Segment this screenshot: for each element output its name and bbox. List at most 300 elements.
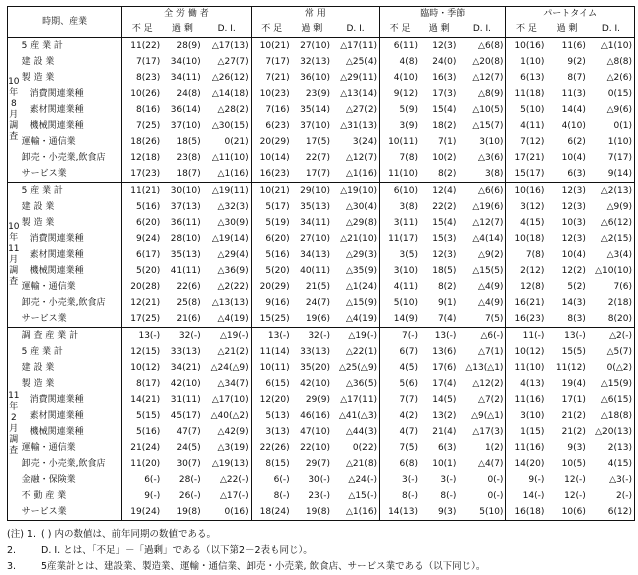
di-value: △13(14) bbox=[340, 89, 378, 99]
shortage-value: 16(23) bbox=[251, 166, 291, 183]
di-value: △27(7) bbox=[217, 57, 249, 67]
surplus-value: 36(14) bbox=[170, 105, 201, 115]
surplus-value: 40(11) bbox=[300, 266, 331, 276]
table-row bbox=[8, 504, 635, 521]
di-value: 0(22) bbox=[352, 443, 378, 453]
shortage-value: 4(11) bbox=[380, 279, 420, 295]
di-value: △6(6) bbox=[458, 183, 506, 200]
sub-di: D. I. bbox=[601, 24, 620, 34]
shortage-value: 5(13) bbox=[251, 408, 291, 424]
surplus-value: 24(0) bbox=[432, 57, 457, 67]
di-value: △19(11) bbox=[203, 183, 252, 200]
surplus-value: 21(5) bbox=[305, 282, 331, 292]
industry-label: 不 動 産 業 bbox=[21, 491, 67, 501]
di-value: △14(18) bbox=[211, 89, 249, 99]
di-value: △5(7) bbox=[606, 347, 632, 357]
di-value: △2(15) bbox=[600, 234, 632, 244]
surplus-value: 33(13) bbox=[170, 347, 201, 357]
surplus-value: 10(2) bbox=[432, 153, 457, 163]
di-value: 3(10) bbox=[479, 137, 504, 147]
di-value: △12(7) bbox=[345, 153, 378, 163]
surplus-value: 14(3) bbox=[561, 298, 586, 308]
industry-label: 卸売・小売業,飲食店 bbox=[21, 459, 106, 469]
surplus-value: 21(6) bbox=[176, 314, 201, 324]
shortage-value: 6(20) bbox=[122, 215, 162, 231]
di-value: △17(11) bbox=[340, 395, 378, 405]
di-value: △15(9) bbox=[345, 298, 378, 308]
surplus-value: 47(7) bbox=[176, 427, 201, 437]
note-number: 3. bbox=[7, 561, 17, 572]
shortage-value: 10(12) bbox=[122, 360, 162, 376]
note-number: 2. bbox=[7, 545, 17, 556]
surplus-value: 25(8) bbox=[176, 298, 201, 308]
di-value: △9(△1) bbox=[471, 411, 504, 421]
surplus-value: 33(13) bbox=[300, 347, 331, 357]
table-row bbox=[8, 38, 635, 55]
di-value: 9(14) bbox=[607, 169, 632, 179]
shortage-value: 11(10) bbox=[506, 360, 546, 376]
shortage-value: 6(-) bbox=[251, 472, 291, 488]
di-value: △19(13) bbox=[211, 459, 249, 469]
sub-di: D. I. bbox=[472, 24, 492, 34]
surplus-value: 14(5) bbox=[432, 395, 457, 405]
survey-period-label: 10年11月調査 bbox=[8, 183, 20, 328]
surplus-value: 36(10) bbox=[300, 73, 331, 83]
surplus-value: 12(-) bbox=[564, 491, 586, 501]
di-value: △19(-) bbox=[203, 328, 252, 345]
shortage-value: 8(23) bbox=[122, 70, 162, 86]
shortage-value: 14(13) bbox=[380, 504, 420, 521]
shortage-value: 10(16) bbox=[506, 38, 546, 55]
shortage-value: 15(17) bbox=[506, 166, 546, 183]
shortage-value: 11(20) bbox=[122, 456, 162, 472]
surplus-value: 29(7) bbox=[305, 459, 331, 469]
sub-surplus: 過 剰 bbox=[556, 24, 578, 34]
di-value: 0(16) bbox=[224, 507, 249, 517]
surplus-value: 12(3) bbox=[561, 234, 586, 244]
di-value: △6(15) bbox=[600, 395, 632, 405]
shortage-value: 5(16) bbox=[122, 424, 162, 440]
sub-di: D. I. bbox=[346, 24, 365, 34]
di-value: △1(16) bbox=[345, 169, 378, 179]
surplus-value: 17(3) bbox=[432, 89, 457, 99]
di-value: 2(13) bbox=[607, 443, 632, 453]
surplus-value: 24(8) bbox=[176, 89, 201, 99]
surplus-value: 32(-) bbox=[162, 328, 202, 345]
shortage-value: 12(18) bbox=[122, 150, 162, 166]
table-row bbox=[8, 392, 635, 408]
di-value: △36(9) bbox=[217, 266, 249, 276]
shortage-value: 7(16) bbox=[251, 102, 291, 118]
di-value: △4(14) bbox=[472, 234, 504, 244]
table-row bbox=[8, 70, 635, 86]
di-value: △9(9) bbox=[606, 202, 632, 212]
surplus-value: 47(10) bbox=[300, 427, 331, 437]
surplus-value: 9(3) bbox=[567, 443, 586, 453]
shortage-value: 10(26) bbox=[122, 86, 162, 102]
shortage-value: 9(-) bbox=[122, 488, 162, 504]
table-notes bbox=[7, 527, 635, 575]
sub-surplus: 過 剰 bbox=[171, 24, 193, 34]
surplus-value: 5(2) bbox=[567, 282, 586, 292]
di-value: △30(4) bbox=[345, 202, 378, 212]
table-row bbox=[8, 279, 635, 295]
di-value: △9(6) bbox=[606, 105, 632, 115]
industry-label: 5 産 業 計 bbox=[20, 183, 122, 200]
surplus-value: 8(-) bbox=[440, 491, 457, 501]
shortage-value: 10(11) bbox=[251, 360, 291, 376]
sub-shortage: 不 足 bbox=[506, 22, 546, 38]
surplus-value: 23(-) bbox=[308, 491, 331, 501]
shortage-value: 9(12) bbox=[380, 86, 420, 102]
di-value: △27(2) bbox=[345, 105, 378, 115]
di-value: 0(1) bbox=[613, 121, 632, 131]
surplus-value: 4(10) bbox=[561, 121, 586, 131]
di-value: △3(19) bbox=[217, 443, 249, 453]
di-value: 5(10) bbox=[479, 507, 504, 517]
surplus-value: 12(3) bbox=[561, 202, 586, 212]
di-value: △6(-) bbox=[458, 328, 506, 345]
industry-label: 運輸・通信業 bbox=[21, 443, 76, 453]
di-value: 0(-) bbox=[487, 475, 504, 485]
surplus-value: 17(6) bbox=[432, 363, 457, 373]
group-temporary: 臨時・季節 bbox=[380, 7, 506, 23]
di-value: △36(5) bbox=[345, 379, 378, 389]
surplus-value: 9(3) bbox=[437, 507, 457, 517]
shortage-value: 4(13) bbox=[506, 376, 546, 392]
surplus-value: 13(6) bbox=[432, 347, 457, 357]
di-value: 7(6) bbox=[613, 282, 632, 292]
surplus-value: 10(1) bbox=[432, 459, 457, 469]
di-value: △19(10) bbox=[332, 183, 380, 200]
shortage-value: 5(19) bbox=[251, 215, 291, 231]
shortage-value: 5(9) bbox=[380, 102, 420, 118]
di-value: △25(△9) bbox=[339, 363, 378, 373]
shortage-value: 7(8) bbox=[380, 150, 420, 166]
di-value: △42(9) bbox=[217, 427, 249, 437]
di-value: △18(8) bbox=[600, 411, 632, 421]
shortage-value: 4(8) bbox=[380, 54, 420, 70]
shortage-value: 17(23) bbox=[122, 166, 162, 183]
di-value: △4(19) bbox=[345, 314, 378, 324]
shortage-value: 14(21) bbox=[122, 392, 162, 408]
surplus-value: 31(11) bbox=[170, 395, 201, 405]
surplus-value: 19(4) bbox=[561, 379, 586, 389]
shortage-value: 13(-) bbox=[122, 328, 162, 345]
shortage-value: 7(17) bbox=[122, 54, 162, 70]
shortage-value: 20(28) bbox=[122, 279, 162, 295]
di-value: △24(-) bbox=[348, 475, 378, 485]
di-value: △12(7) bbox=[472, 218, 504, 228]
shortage-value: 8(17) bbox=[122, 376, 162, 392]
shortage-value: 5(20) bbox=[122, 263, 162, 279]
surplus-value: 7(4) bbox=[437, 314, 457, 324]
shortage-value: 8(-) bbox=[380, 488, 420, 504]
shortage-value: 3(13) bbox=[251, 424, 291, 440]
surplus-value: 16(3) bbox=[432, 73, 457, 83]
surplus-value: 11(12) bbox=[555, 363, 586, 373]
shortage-value: 14(-) bbox=[506, 488, 546, 504]
surplus-value: 27(10) bbox=[300, 41, 331, 51]
di-value: △19(14) bbox=[211, 234, 249, 244]
shortage-value: 8(15) bbox=[251, 456, 291, 472]
table-row bbox=[8, 183, 635, 200]
di-value: △2(6) bbox=[606, 73, 632, 83]
surplus-value: 18(5) bbox=[176, 137, 201, 147]
shortage-value: 7(21) bbox=[251, 70, 291, 86]
table-row bbox=[8, 472, 635, 488]
shortage-value: 21(24) bbox=[122, 440, 162, 456]
surplus-value: 42(10) bbox=[170, 379, 201, 389]
di-value: △15(7) bbox=[472, 121, 504, 131]
di-value: △8(8) bbox=[606, 57, 632, 67]
shortage-value: 16(21) bbox=[506, 295, 546, 311]
di-value: △29(3) bbox=[345, 250, 378, 260]
surplus-value: 28(9) bbox=[176, 41, 201, 51]
shortage-value: 16(18) bbox=[506, 504, 546, 521]
shortage-value: 6(13) bbox=[506, 70, 546, 86]
table-row bbox=[8, 150, 635, 166]
surplus-value: 34(13) bbox=[300, 250, 331, 260]
surplus-value: 11(3) bbox=[561, 89, 586, 99]
shortage-value: 6(20) bbox=[251, 231, 291, 247]
di-value: △17(-) bbox=[220, 491, 249, 501]
di-value: △12(7) bbox=[472, 73, 504, 83]
shortage-value: 5(16) bbox=[251, 247, 291, 263]
surplus-value: 34(11) bbox=[300, 218, 331, 228]
di-value: △21(8) bbox=[345, 459, 378, 469]
surplus-value: 8(3) bbox=[567, 314, 586, 324]
industry-label: 素材関連業種 bbox=[29, 105, 84, 115]
table-row bbox=[8, 360, 635, 376]
surplus-value: 10(4) bbox=[561, 153, 586, 163]
shortage-value: 10(21) bbox=[251, 38, 291, 55]
shortage-value: 7(-) bbox=[380, 328, 420, 345]
shortage-value: 6(15) bbox=[251, 376, 291, 392]
table-row bbox=[8, 376, 635, 392]
shortage-value: 11(18) bbox=[506, 86, 546, 102]
di-value: △1(10) bbox=[600, 41, 632, 51]
shortage-value: 17(25) bbox=[122, 311, 162, 328]
surplus-value: 22(6) bbox=[176, 282, 201, 292]
surplus-value: 24(5) bbox=[176, 443, 201, 453]
di-value: △2(-) bbox=[588, 328, 635, 345]
shortage-value: 11(17) bbox=[380, 231, 420, 247]
di-value: 6(12) bbox=[607, 507, 632, 517]
surplus-value: 18(7) bbox=[176, 169, 201, 179]
shortage-value: 6(17) bbox=[122, 247, 162, 263]
di-value: 3(24) bbox=[352, 137, 378, 147]
surplus-value: 15(3) bbox=[432, 234, 457, 244]
surplus-value: 24(7) bbox=[305, 298, 331, 308]
industry-label: 建 設 業 bbox=[21, 202, 55, 212]
shortage-value: 6(23) bbox=[251, 118, 291, 134]
di-value: △13(△1) bbox=[465, 363, 504, 373]
note-text: ( ) 内の数値は、前年同期の数値である。 bbox=[41, 529, 216, 540]
table-row bbox=[8, 263, 635, 279]
di-value: 7(17) bbox=[607, 153, 632, 163]
surplus-value: 10(5) bbox=[561, 459, 586, 469]
table-row bbox=[8, 199, 635, 215]
table-row bbox=[8, 102, 635, 118]
shortage-value: 11(16) bbox=[506, 392, 546, 408]
surplus-value: 19(8) bbox=[305, 507, 331, 517]
di-value: △6(12) bbox=[600, 218, 632, 228]
surplus-value: 12(3) bbox=[546, 183, 587, 200]
shortage-value: 7(7) bbox=[380, 392, 420, 408]
sub-surplus: 過 剰 bbox=[428, 24, 450, 34]
surplus-value: 3(-) bbox=[440, 475, 457, 485]
shortage-value: 11(14) bbox=[251, 344, 291, 360]
shortage-value: 5(10) bbox=[380, 295, 420, 311]
shortage-value: 10(11) bbox=[380, 134, 420, 150]
surplus-value: 10(3) bbox=[561, 218, 586, 228]
surplus-value: 41(11) bbox=[170, 266, 201, 276]
surplus-value: 30(7) bbox=[176, 459, 201, 469]
shortage-value: 3(8) bbox=[380, 199, 420, 215]
industry-label: 運輸・通信業 bbox=[21, 282, 76, 292]
table-row bbox=[8, 247, 635, 263]
shortage-value: 4(2) bbox=[380, 408, 420, 424]
surplus-value: 9(1) bbox=[437, 298, 457, 308]
surplus-value: 21(2) bbox=[561, 427, 586, 437]
table-row bbox=[8, 215, 635, 231]
shortage-value: 20(29) bbox=[251, 279, 291, 295]
table-row bbox=[8, 166, 635, 183]
surplus-value: 12(2) bbox=[561, 266, 586, 276]
surplus-value: 22(2) bbox=[432, 202, 457, 212]
shortage-value: 19(24) bbox=[122, 504, 162, 521]
industry-label: 消費関連業種 bbox=[29, 89, 84, 99]
industry-label: 5 産 業 計 bbox=[21, 347, 63, 357]
surplus-value: 10(4) bbox=[561, 250, 586, 260]
di-value: △19(-) bbox=[332, 328, 380, 345]
surplus-value: 28(10) bbox=[170, 234, 201, 244]
survey-table-container bbox=[7, 6, 635, 575]
sub-surplus: 過 剰 bbox=[301, 24, 323, 34]
di-value: △32(3) bbox=[217, 202, 249, 212]
shortage-value: 7(12) bbox=[506, 134, 546, 150]
header-row-groups bbox=[8, 7, 635, 23]
table-row bbox=[8, 424, 635, 440]
di-value: △24(△9) bbox=[210, 363, 249, 373]
surplus-value: 29(9) bbox=[305, 395, 331, 405]
shortage-value: 18(26) bbox=[122, 134, 162, 150]
industry-label: 運輸・通信業 bbox=[21, 137, 76, 147]
surplus-value: 15(4) bbox=[432, 105, 457, 115]
surplus-value: 13(-) bbox=[546, 328, 587, 345]
industry-label: 卸売・小売業,飲食店 bbox=[21, 298, 106, 308]
surplus-value: 36(11) bbox=[170, 218, 201, 228]
surplus-value: 17(7) bbox=[305, 169, 331, 179]
surplus-value: 14(4) bbox=[561, 105, 586, 115]
shortage-value: 18(24) bbox=[251, 504, 291, 521]
shortage-value: 8(-) bbox=[251, 488, 291, 504]
shortage-value: 22(26) bbox=[251, 440, 291, 456]
shortage-value: 14(9) bbox=[380, 311, 420, 328]
di-value: △1(16) bbox=[345, 507, 378, 517]
di-value: △13(13) bbox=[211, 298, 249, 308]
di-value: △25(4) bbox=[345, 57, 378, 67]
note-number: (注) 1. bbox=[7, 529, 36, 540]
di-value: △30(15) bbox=[211, 121, 249, 131]
shortage-value: 7(5) bbox=[380, 440, 420, 456]
table-row bbox=[8, 54, 635, 70]
shortage-value: 6(-) bbox=[122, 472, 162, 488]
surplus-value: 45(17) bbox=[170, 411, 201, 421]
di-value: △10(5) bbox=[472, 105, 504, 115]
surplus-value: 30(10) bbox=[162, 183, 202, 200]
surplus-value: 27(10) bbox=[300, 234, 331, 244]
table-row bbox=[8, 408, 635, 424]
surplus-value: 32(13) bbox=[300, 57, 331, 67]
surplus-value: 46(16) bbox=[300, 411, 331, 421]
shortage-value: 6(7) bbox=[380, 344, 420, 360]
sub-shortage: 不 足 bbox=[380, 22, 420, 38]
surplus-value: 35(13) bbox=[170, 250, 201, 260]
industry-label: 消費関連業種 bbox=[29, 234, 84, 244]
di-value: △7(1) bbox=[478, 347, 504, 357]
surplus-value: 6(3) bbox=[567, 169, 586, 179]
table-row bbox=[8, 488, 635, 504]
industry-label: 製 造 業 bbox=[21, 73, 55, 83]
shortage-value: 8(16) bbox=[122, 102, 162, 118]
surplus-value: 32(-) bbox=[292, 328, 332, 345]
di-value: 7(5) bbox=[484, 314, 504, 324]
shortage-value: 11(22) bbox=[122, 38, 162, 55]
surplus-value: 34(11) bbox=[170, 73, 201, 83]
di-value: △15(9) bbox=[600, 379, 632, 389]
di-value: △21(10) bbox=[340, 234, 378, 244]
shortage-value: 13(-) bbox=[251, 328, 291, 345]
shortage-value: 11(21) bbox=[122, 183, 162, 200]
surplus-value: 23(8) bbox=[176, 153, 201, 163]
di-value: △2(22) bbox=[217, 282, 249, 292]
table-row bbox=[8, 456, 635, 472]
di-value: △21(2) bbox=[217, 347, 249, 357]
surplus-value: 12(-) bbox=[564, 475, 586, 485]
surplus-value: 28(-) bbox=[178, 475, 201, 485]
industry-label: 製 造 業 bbox=[21, 379, 55, 389]
shortage-value: 10(14) bbox=[251, 150, 291, 166]
shortage-value: 12(15) bbox=[122, 344, 162, 360]
surplus-value: 7(1) bbox=[437, 137, 457, 147]
table-row bbox=[8, 311, 635, 328]
di-value: △12(2) bbox=[472, 379, 504, 389]
di-value: △41(△3) bbox=[339, 411, 378, 421]
di-value: △29(4) bbox=[217, 250, 249, 260]
table-row bbox=[8, 134, 635, 150]
industry-label: サービス業 bbox=[21, 507, 67, 517]
table-row bbox=[8, 344, 635, 360]
di-value: 3(8) bbox=[484, 169, 504, 179]
di-value: 2(-) bbox=[616, 491, 632, 501]
shortage-value: 16(23) bbox=[506, 311, 546, 328]
surplus-value: 35(13) bbox=[300, 202, 331, 212]
shortage-value: 7(8) bbox=[506, 247, 546, 263]
surplus-value: 17(4) bbox=[432, 379, 457, 389]
shortage-value: 4(5) bbox=[380, 360, 420, 376]
di-value: △1(24) bbox=[345, 282, 378, 292]
shortage-value: 3(11) bbox=[380, 215, 420, 231]
shortage-value: 5(15) bbox=[122, 408, 162, 424]
table-row bbox=[8, 295, 635, 311]
shortage-value: 10(12) bbox=[506, 344, 546, 360]
sub-shortage: 不 足 bbox=[122, 22, 162, 38]
shortage-value: 5(16) bbox=[122, 199, 162, 215]
di-value: △3(4) bbox=[606, 250, 632, 260]
di-value: △4(9) bbox=[478, 282, 504, 292]
